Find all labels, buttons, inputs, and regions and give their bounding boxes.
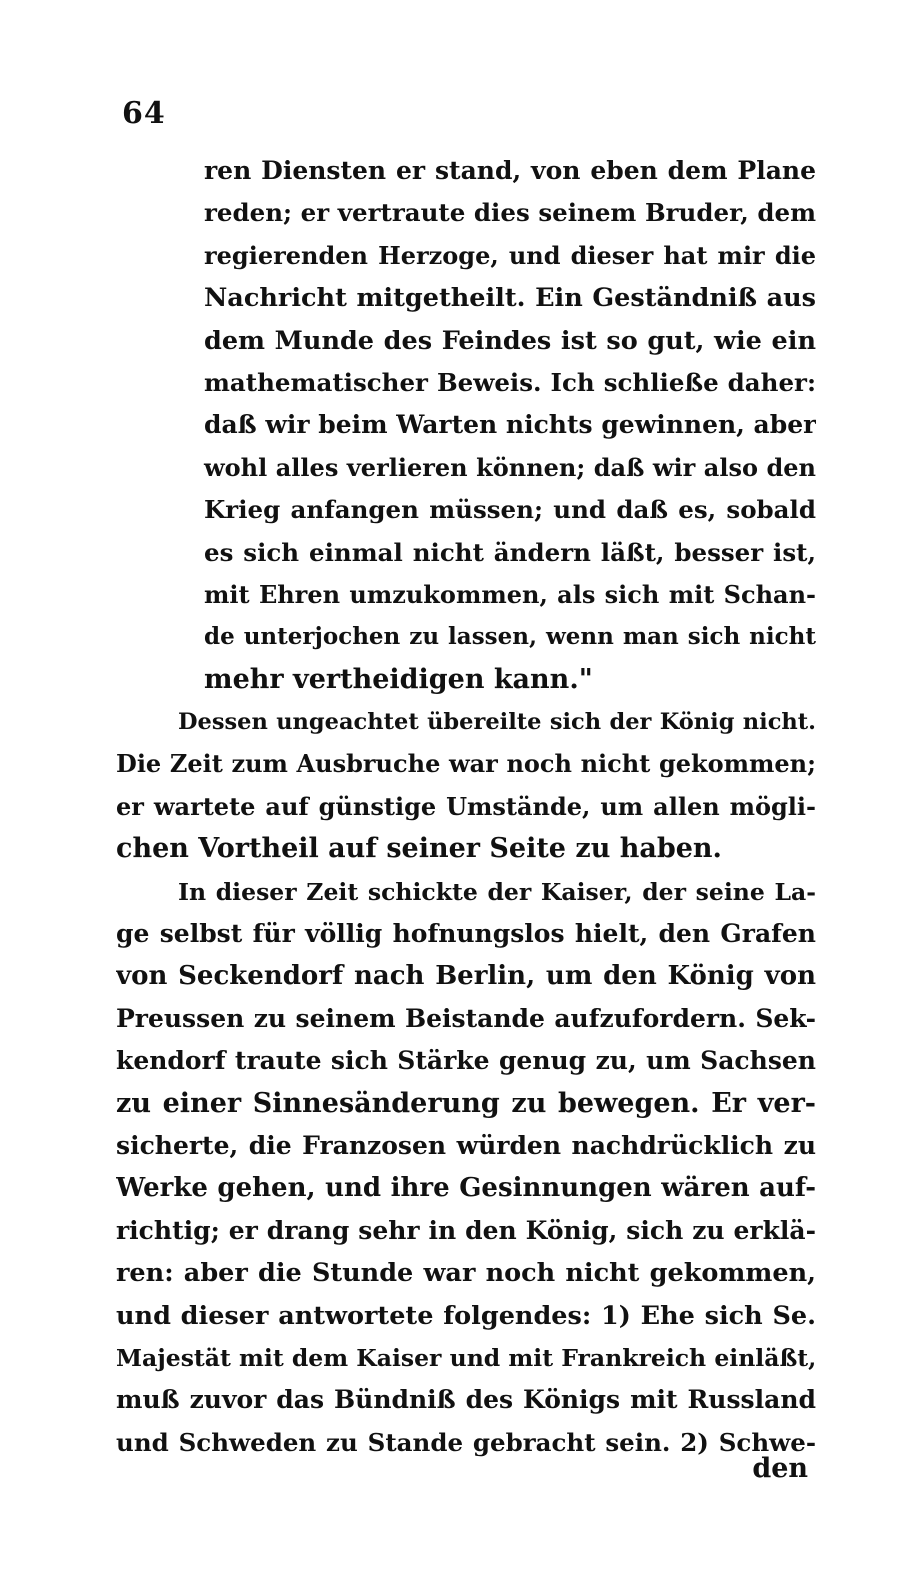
text-line: Krieg anfangen müssen; und daß es, sobald: [204, 495, 816, 525]
paragraph-quote-continuation: [116, 150, 816, 701]
text-line: kendorf traute sich Stärke genug zu, um Sachsen: [116, 1046, 816, 1076]
catchword: den: [752, 1453, 808, 1484]
text-line: Werke gehen, und ihre Gesinnungen wären auf-: [116, 1173, 816, 1204]
text-line: Preussen zu seinem Beistande aufzufordern. Sek-: [116, 1003, 816, 1033]
text-line: In dieser Zeit schickte der Kaiser, der seine La-: [178, 877, 816, 906]
text-line: es sich einmal nicht ändern läßt, besser ist,: [204, 537, 816, 567]
text-line: mehr vertheidigen kann.": [204, 663, 593, 695]
page-number: 64: [122, 96, 166, 131]
text-line: Die Zeit zum Ausbruche war noch nicht gekommen;: [116, 749, 816, 779]
text-line: wohl alles verlieren können; daß wir also den: [204, 452, 816, 482]
text-line: von Seckendorf nach Berlin, um den König von: [116, 961, 816, 992]
text-line: chen Vortheil auf seiner Seite zu haben.: [116, 833, 722, 865]
text-line: sicherte, die Franzosen würden nachdrücklich zu: [116, 1130, 816, 1160]
text-line: muß zuvor das Bündniß des Königs mit Russland: [116, 1385, 816, 1415]
text-line: er wartete auf günstige Umstände, um allen mögli-: [116, 791, 816, 821]
text-line: reden; er vertraute dies seinem Bruder, dem: [204, 198, 816, 228]
text-line: mit Ehren umzukommen, als sich mit Schan-: [204, 579, 816, 609]
text-line: regierenden Herzoge, und dieser hat mir die: [204, 240, 816, 270]
text-line: dem Munde des Feindes ist so gut, wie ein: [204, 325, 816, 356]
text-line: und Schweden zu Stande gebracht sein. 2) Schwe-: [116, 1427, 816, 1457]
paragraph-3: [116, 871, 816, 1464]
text-line: ren Diensten er stand, von eben dem Plane: [204, 156, 816, 185]
text-line: richtig; er drang sehr in den König, sich zu erklä-: [116, 1215, 816, 1245]
text-line: ge selbst für völlig hofnungslos hielt, den Grafen: [116, 919, 816, 949]
text-line: ren: aber die Stunde war noch nicht gekommen,: [116, 1258, 816, 1289]
text-line: mathematischer Beweis. Ich schließe daher:: [204, 367, 816, 397]
text-line: Majestät mit dem Kaiser und mit Frankreich einläßt,: [116, 1343, 816, 1372]
text-line: de unterjochen zu lassen, wenn man sich nicht: [204, 623, 816, 651]
text-line: und dieser antwortete folgendes: 1) Ehe sich Se.: [116, 1300, 816, 1331]
text-line: zu einer Sinnesänderung zu bewegen. Er ver-: [116, 1087, 816, 1119]
text-line: Dessen ungeachtet übereilte sich der König nicht.: [178, 709, 816, 736]
text-line: daß wir beim Warten nichts gewinnen, aber: [204, 410, 816, 440]
text-block: [116, 150, 816, 1464]
paragraph-2: [116, 701, 816, 871]
text-line: Nachricht mitgetheilt. Ein Geständniß aus: [204, 283, 816, 314]
